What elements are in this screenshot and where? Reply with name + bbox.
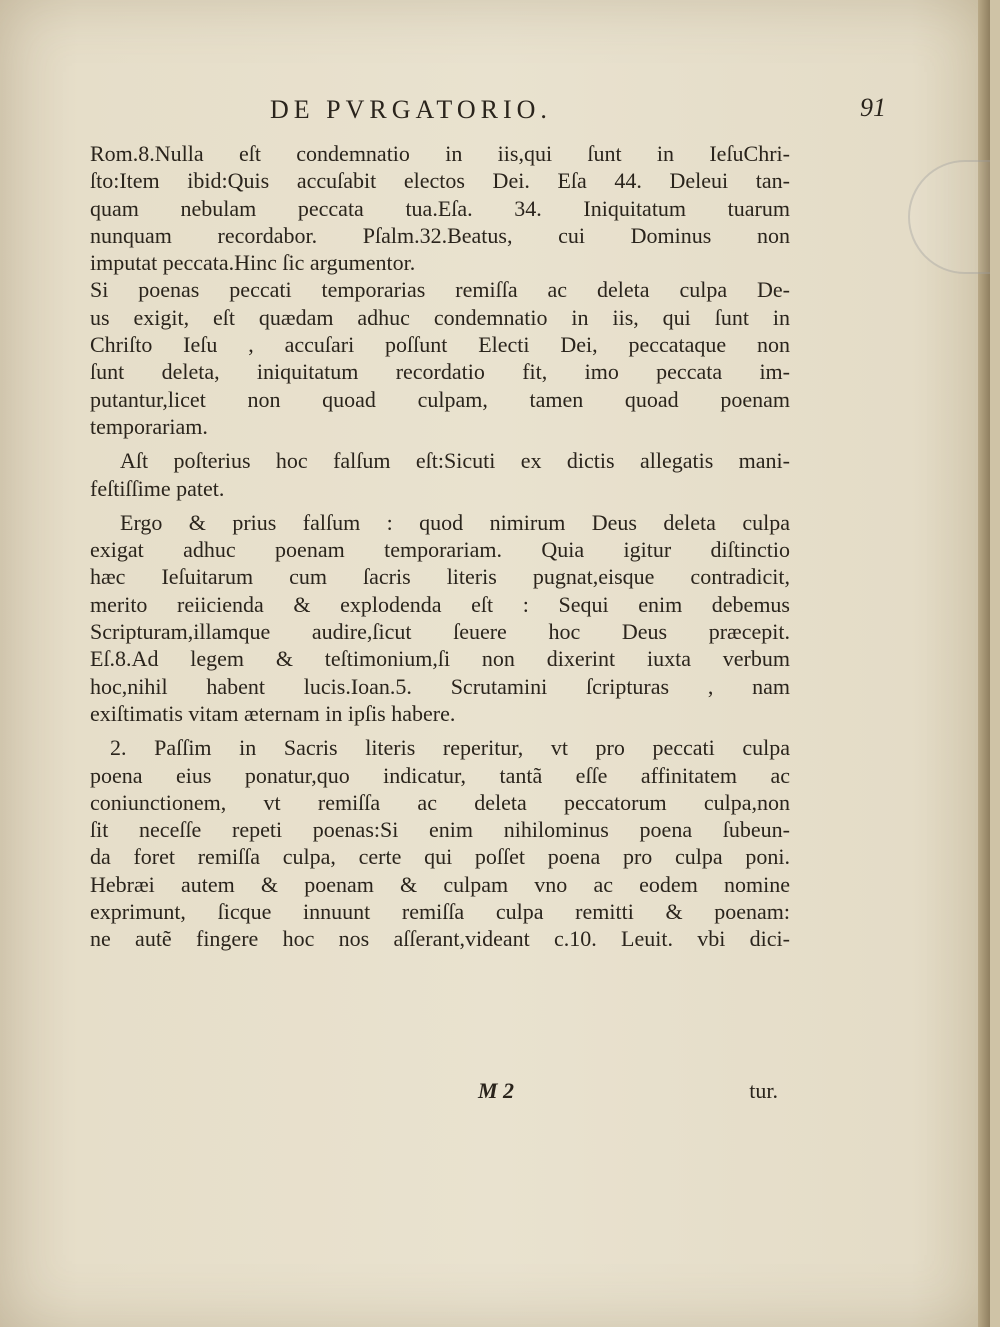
text-line: merito reiicienda & explodenda eſt : Sequi enim debemus bbox=[90, 591, 790, 617]
text-line: 2. Paſſim in Sacris literis reperitur, vt pro peccati culpa bbox=[110, 735, 790, 761]
text-line: Eſ.8.Ad legem & teſtimonium,ſi non dixerint iuxta verbum bbox=[90, 646, 790, 672]
text-line: feſtiſſime patet. bbox=[90, 475, 225, 501]
text-line: exiſtimatis vitam æternam in ipſis habere. bbox=[90, 700, 456, 726]
text-line: nunquam recordabor. Pſalm.32.Beatus, cui Dominus non bbox=[90, 222, 790, 248]
text-line: temporariam. bbox=[90, 413, 208, 439]
text-line: Hebræi autem & poenam & culpam vno ac eodem nomine bbox=[90, 871, 790, 897]
page-number: 91 bbox=[860, 93, 886, 122]
body-text bbox=[90, 140, 790, 953]
page-footer bbox=[90, 1078, 790, 1108]
signature-mark: M 2 bbox=[478, 1078, 515, 1103]
text-line: ſto:Item ibid:Quis accuſabit electos Dei. Eſa 44. Deleui tan- bbox=[90, 168, 790, 194]
text-line: Ergo & prius falſum : quod nimirum Deus deleta culpa bbox=[120, 509, 790, 535]
text-line: Rom.8.Nulla eſt condemnatio in iis,qui ſunt in IeſuChri- bbox=[90, 141, 790, 166]
text-line: imputat peccata.Hinc ſic argumentor. bbox=[90, 250, 416, 276]
text-line: ſit neceſſe repeti poenas:Si enim nihilominus poena ſubeun- bbox=[90, 817, 790, 843]
text-line: quam nebulam peccata tua.Eſa. 34. Iniquitatum tuarum bbox=[90, 195, 790, 221]
text-line: Si poenas peccati temporarias remiſſa ac deleta culpa De- bbox=[90, 277, 790, 303]
text-line: exigat adhuc poenam temporariam. Quia igitur diſtinctio bbox=[90, 537, 790, 563]
clip-mark bbox=[908, 160, 990, 274]
text-line: hæc Ieſuitarum cum ſacris literis pugnat,eisque contradicit, bbox=[90, 564, 790, 590]
text-line: exprimunt, ſicque innuunt remiſſa culpa remitti & poenam: bbox=[90, 899, 790, 925]
text-line: ſunt deleta, iniquitatum recordatio fit, imo peccata im- bbox=[90, 359, 790, 385]
running-title: DE PVRGATORIO. bbox=[270, 95, 552, 124]
text-line: da foret remiſſa culpa, certe qui poſſet poena pro culpa poni. bbox=[90, 844, 790, 870]
text-line: ne autẽ fingere hoc nos aſſerant,videant c.10. Leuit. vbi dici- bbox=[90, 926, 790, 952]
text-line: Scripturam,illamque audire,ſicut ſeuere hoc Deus præcepit. bbox=[90, 619, 790, 645]
text-line: hoc,nihil habent lucis.Ioan.5. Scrutamini ſcripturas , nam bbox=[90, 673, 790, 699]
text-line: us exigit, eſt quædam adhuc condemnatio in iis, qui ſunt in bbox=[90, 304, 790, 330]
text-line: Aſt poſterius hoc falſum eſt:Sicuti ex dictis allegatis mani- bbox=[120, 448, 790, 474]
text-line: putantur,licet non quoad culpam, tamen quoad poenam bbox=[90, 386, 790, 412]
catchword: tur. bbox=[749, 1078, 778, 1103]
text-line: poena eius ponatur,quo indicatur, tantã eſſe affinitatem ac bbox=[90, 762, 790, 788]
text-line: Chriſto Ieſu , accuſari poſſunt Electi Dei, peccataque non bbox=[90, 332, 790, 358]
text-line: coniunctionem, vt remiſſa ac deleta peccatorum culpa,non bbox=[90, 789, 790, 815]
